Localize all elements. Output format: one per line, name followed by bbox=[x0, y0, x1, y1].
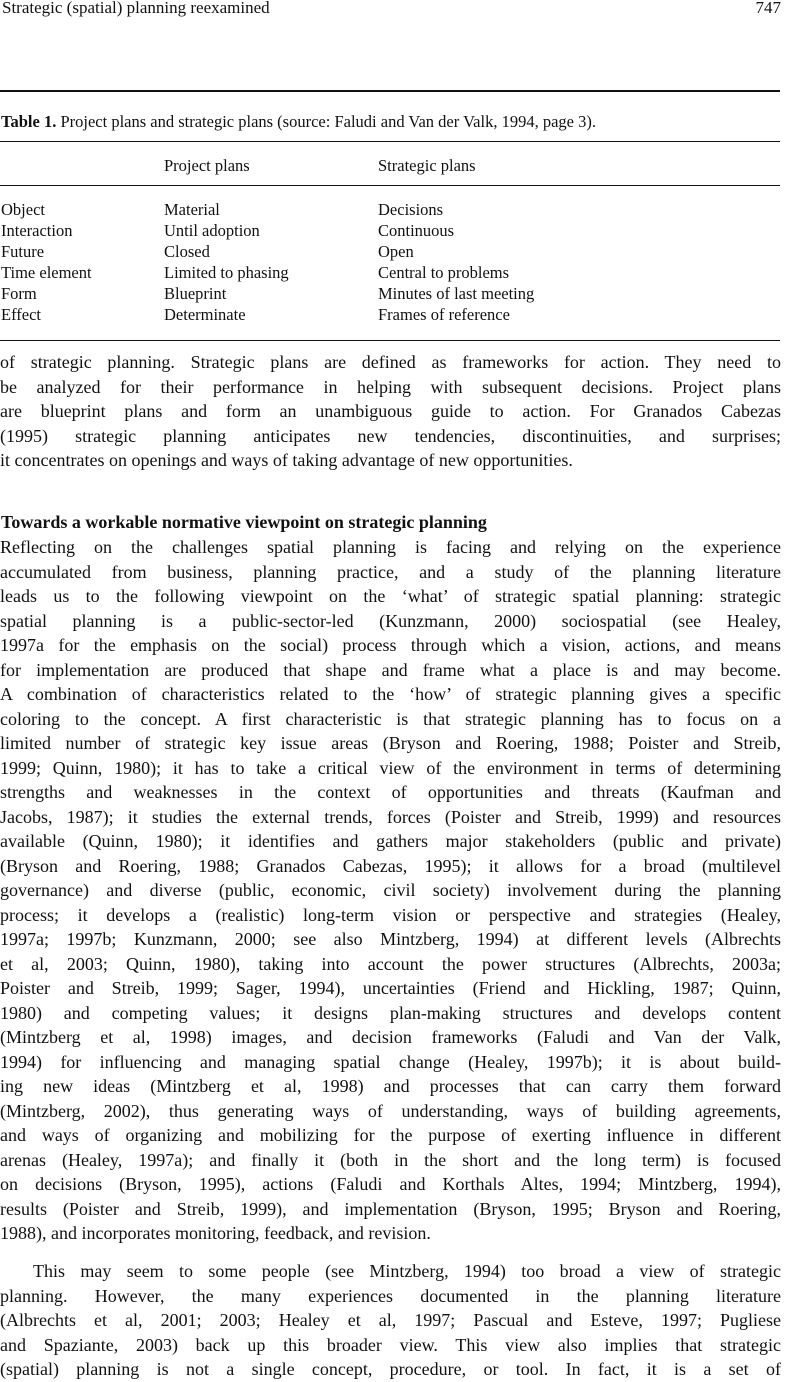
text-line: Jacobs, 1987); it studies the external trends, forces (Poister and Streib, 1999) and resources bbox=[0, 806, 781, 827]
table-cell: Continuous bbox=[378, 221, 455, 240]
text-line: 1988), and incorporates monitoring, feedback, and revision. bbox=[0, 1223, 431, 1243]
text-line: and ways of organizing and mobilizing for the purpose of exerting influence in different bbox=[0, 1125, 781, 1145]
text-line: 1994) for influencing and managing spatial change (Healey, 1997b); it is about build- bbox=[0, 1051, 781, 1072]
table-caption-text: Project plans and strategic plans (source: Faludi and Van der Valk, 1994, page 3). bbox=[56, 112, 596, 131]
table-bottom-rule bbox=[0, 340, 780, 341]
text-line: on decisions (Bryson, 1995), actions (Faludi and Korthals Altes, 1994; Mintzberg, 1994), bbox=[0, 1174, 781, 1194]
table-caption bbox=[1, 111, 781, 133]
text-line: governance) and diverse (public, economic, civil society) involvement during the planning bbox=[0, 880, 781, 900]
table-header-cell: Strategic plans bbox=[378, 156, 476, 175]
table-cell: Closed bbox=[164, 242, 210, 261]
running-title: Strategic (spatial) planning reexamined bbox=[2, 0, 270, 17]
text-line: leads us to the following viewpoint on the ‘what’ of strategic spatial planning: strategic bbox=[0, 586, 781, 606]
text-line: ing new ideas (Mintzberg et al, 1998) and processes that can carry them forward bbox=[0, 1076, 781, 1096]
table-header-row bbox=[0, 155, 780, 176]
text-line: be analyzed for their performance in helping with subsequent decisions. Project plans bbox=[0, 376, 781, 397]
table-row bbox=[0, 220, 780, 241]
text-line: planning. However, the many experiences documented in the planning literature bbox=[0, 1285, 781, 1306]
table-body bbox=[0, 199, 780, 325]
table-row bbox=[0, 262, 780, 283]
text-line: (1995) strategic planning anticipates new tendencies, discontinuities, and surprises; bbox=[0, 425, 781, 446]
paragraph-3 bbox=[0, 1259, 781, 1382]
text-line: (Mintzberg et al, 1998) images, and decision frameworks (Faludi and Van der Valk, bbox=[0, 1027, 781, 1047]
text-line: (Mintzberg, 2002), thus generating ways of understanding, ways of building agreements, bbox=[0, 1100, 781, 1121]
text-line: (Bryson and Roering, 1988; Granados Cabezas, 1995); it allows for a broad (multilevel bbox=[0, 855, 781, 876]
text-line: and Spaziante, 2003) back up this broader view. This view also implies that strategic bbox=[0, 1334, 781, 1355]
table-cell: Minutes of last meeting bbox=[378, 284, 535, 303]
text-line: A combination of characteristics related to the ‘how’ of strategic planning gives a specific bbox=[0, 684, 781, 704]
text-line: arenas (Healey, 1997a); and finally it (both in the short and the long term) is focused bbox=[0, 1149, 781, 1170]
section-heading: Towards a workable normative viewpoint on strategic planning bbox=[1, 512, 487, 532]
table-caption-label: Table 1. bbox=[1, 112, 57, 131]
text-line: 1980) and competing values; it designs plan-making structures and develops content bbox=[0, 1002, 781, 1023]
table-cell: Blueprint bbox=[164, 284, 227, 303]
table-row bbox=[0, 283, 780, 304]
table-cell: Frames of reference bbox=[378, 305, 510, 324]
table-header-cell: Project plans bbox=[164, 156, 250, 175]
text-line: of strategic planning. Strategic plans are defined as frameworks for action. They need to bbox=[0, 352, 781, 372]
paragraph-1 bbox=[0, 350, 781, 473]
table-cell: Open bbox=[378, 242, 414, 261]
table-cell: Form bbox=[1, 284, 37, 303]
text-line: for implementation are produced that shape and frame what a place is and may become. bbox=[0, 659, 781, 680]
text-line: available (Quinn, 1980); it identifies and gathers major stakeholders (public and private) bbox=[0, 831, 781, 851]
table-cell: Time element bbox=[1, 263, 92, 282]
text-line: strengths and weaknesses in the context of opportunities and threats (Kaufman and bbox=[0, 782, 781, 802]
table-row bbox=[0, 241, 780, 262]
text-line: results (Poister and Streib, 1999), and implementation (Bryson, 1995; Bryson and Roering, bbox=[0, 1198, 781, 1219]
paragraph-2 bbox=[0, 535, 781, 1246]
text-line: it concentrates on openings and ways of taking advantage of new opportunities. bbox=[0, 450, 573, 470]
table-row bbox=[0, 304, 780, 325]
text-line: 1997a for the emphasis on the social) process through which a vision, actions, and means bbox=[0, 635, 781, 655]
text-line: (Albrechts et al, 2001; 2003; Healey et al, 1997; Pascual and Esteve, 1997; Pugliese bbox=[0, 1310, 781, 1330]
table-cell: Object bbox=[1, 200, 45, 219]
text-line: (spatial) planning is not a single concept, procedure, or tool. In fact, it is a set of bbox=[0, 1359, 781, 1379]
text-line: spatial planning is a public-sector-led (Kunzmann, 2000) sociospatial (see Healey, bbox=[0, 610, 781, 631]
text-line: are blueprint plans and form an unambiguous guide to action. For Granados Cabezas bbox=[0, 401, 781, 421]
text-line: 1997a; 1997b; Kunzmann, 2000; see also Mintzberg, 1994) at different levels (Albrechts bbox=[0, 929, 781, 949]
text-line: accumulated from business, planning practice, and a study of the planning literature bbox=[0, 561, 781, 582]
table-cell: Future bbox=[1, 242, 45, 261]
text-line: This may seem to some people (see Mintzberg, 1994) too broad a view of strategic bbox=[33, 1261, 781, 1281]
page-number: 747 bbox=[755, 0, 781, 17]
text-line: Poister and Streib, 1999; Sager, 1994), uncertainties (Friend and Hickling, 1987; Quinn, bbox=[0, 978, 781, 998]
text-line: Reflecting on the challenges spatial planning is facing and relying on the experience bbox=[0, 537, 781, 557]
top-rule bbox=[0, 90, 780, 92]
table-top-rule bbox=[0, 141, 780, 142]
table-header-rule bbox=[0, 185, 780, 186]
table-cell: Interaction bbox=[1, 221, 73, 240]
text-line: 1999; Quinn, 1980); it has to take a critical view of the environment in terms of determining bbox=[0, 757, 781, 778]
table-cell: Decisions bbox=[378, 200, 444, 219]
table-cell: Effect bbox=[1, 305, 42, 324]
table-cell: Material bbox=[164, 200, 220, 219]
table-cell: Central to problems bbox=[378, 263, 510, 282]
text-line: process; it develops a (realistic) long-term vision or perspective and strategies (Healey, bbox=[0, 904, 781, 925]
table-row bbox=[0, 199, 780, 220]
table-cell: Determinate bbox=[164, 305, 246, 324]
text-line: et al, 2003; Quinn, 1980), taking into account the power structures (Albrechts, 2003a; bbox=[0, 953, 781, 974]
text-line: limited number of strategic key issue areas (Bryson and Roering, 1988; Poister and Streib, bbox=[0, 733, 781, 753]
text-line: coloring to the concept. A first characteristic is that strategic planning has to focus on a bbox=[0, 708, 781, 729]
table-cell: Limited to phasing bbox=[164, 263, 289, 282]
table-cell: Until adoption bbox=[164, 221, 260, 240]
